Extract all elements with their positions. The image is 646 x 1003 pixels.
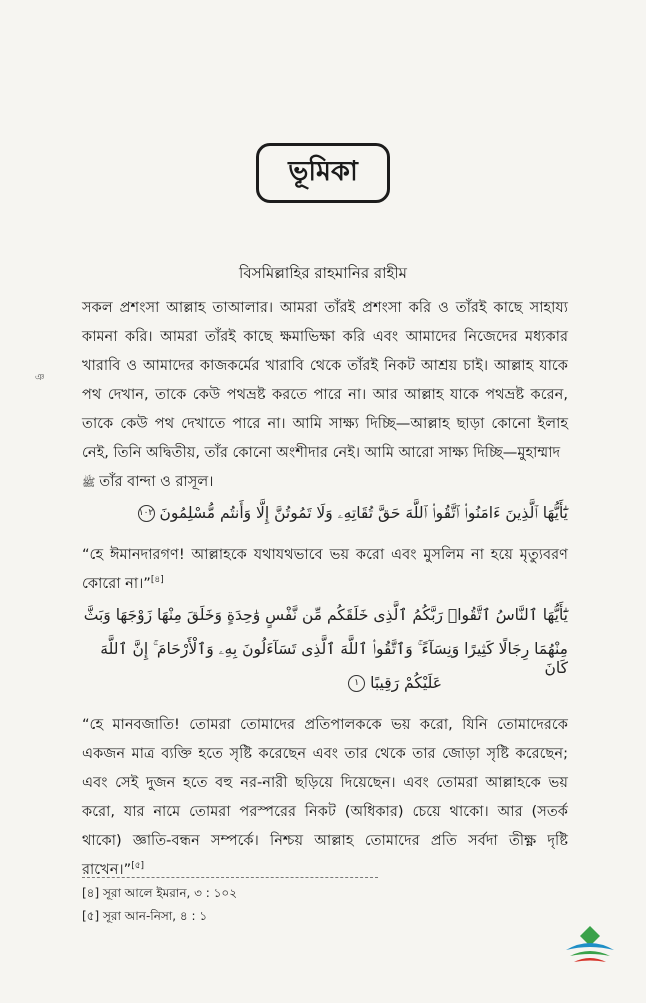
- salutation-icon: ﷺ: [82, 475, 96, 489]
- stray-mark: ঞ: [35, 373, 45, 383]
- chapter-title: ভূমিকা: [256, 143, 390, 203]
- footnote-ref-5: [৫]: [131, 861, 145, 872]
- verse2-ayah-number: ١: [348, 675, 365, 692]
- intro-text: সকল প্রশংসা আল্লাহ তাআলার। আমরা তাঁরই প্রশংসা করি ও তাঁরই কাছে সাহায্য কামনা করি। আমরা তাঁরই কাছে ক্ষমাভিক্ষা করি এবং আমাদের নিজেদের মধ্যকার খারাবি ও আমাদের কাজকর্মের খারাবি থেকে তাঁরই নিকট আশ্রয় চাই। আল্লাহ যাকে পথ দেখান, তাকে কেউ পথভ্রষ্ট করতে পারে না। আর আল্লাহ যাকে পথভ্রষ্ট করেন, তাকে কেউ পথ দেখাতে পারে না। আমি সাক্ষ্য দিচ্ছি—আল্লাহ ছাড়া কোনো ইলাহ নেই, তিনি অদ্বিতীয়, তাঁর কোনো অংশীদার নেই। আমি আরো সাক্ষ্য দিচ্ছি—মুহাম্মাদ: [82, 299, 568, 461]
- publisher-logo-icon: [560, 922, 620, 970]
- verse1-translation: “হে ঈমানদারগণ! আল্লাহকে যথাযথভাবে ভয় করো এবং মুসলিম না হয়ে মৃত্যুবরণ কোরো না।”[৪]: [82, 546, 568, 592]
- verse1-arabic: يَٰٓأَيُّهَا ٱلَّذِينَ ءَامَنُوا۟ ٱتَّقُوا۟ ٱللَّهَ حَقَّ تُقَاتِهِۦ وَلَا تَمُوتُنَّ إِلَّا وَأَنتُم مُّسْلِمُونَ ١٠٢: [138, 504, 568, 522]
- footnote-divider: [82, 877, 378, 878]
- verse1-ayah-number: ١٠٢: [138, 505, 155, 522]
- footnote-ref-4: [৪]: [150, 575, 164, 586]
- verse2-translation: “হে মানবজাতি! তোমরা তোমাদের প্রতিপালককে ভয় করো, যিনি তোমাদেরকে একজন মাত্র ব্যক্তি হতে সৃষ্টি করেছেন এবং তার থেকে তার জোড়া সৃষ্টি করেছেন; এবং সেই দুজন হতে বহু নর-নারী ছড়িয়ে দিয়েছেন। এবং তোমরা আল্লাহকে ভয় করো, যার নামে তোমরা পরস্পরের নিকট (অধিকার) চেয়ে থাকো। আর (সতর্ক থাকো) জ্ঞাতি-বন্ধন সম্পর্কে। নিশ্চয় আল্লাহ তোমাদের প্রতি সর্বদা তীক্ষ্ণ দৃষ্টি রাখেন।”[৫]: [82, 716, 568, 878]
- verse2-arabic-line1: يَٰٓأَيُّهَا ٱلنَّاسُ ٱتَّقُوا۟ رَبَّكُمُ ٱلَّذِى خَلَقَكُم مِّن نَّفْسٍ وَٰحِدَةٍ وَخَلَقَ مِنْهَا زَوْجَهَا وَبَثَّ: [83, 606, 568, 624]
- intro-paragraph: [82, 293, 568, 497]
- footnote-5: [৫] সূরা আন-নিসা, ৪ : ১: [82, 909, 208, 923]
- verse2-arabic-line2: مِنْهُمَا رِجَالًا كَثِيرًا وَنِسَآءً ۚ وَٱتَّقُوا۟ ٱللَّهَ ٱلَّذِى تَسَآءَلُونَ بِهِۦ وَٱلْأَرْحَامَ ۚ إِنَّ ٱللَّهَ كَانَ: [100, 640, 568, 677]
- intro-ending: তাঁর বান্দা ও রাসূল।: [99, 473, 214, 490]
- footnote-4: [৪] সূরা আলে ইমরান, ৩ : ১০২: [82, 886, 238, 900]
- verse2-arabic-line3: عَلَيْكُمْ رَقِيبًا ١: [82, 674, 442, 692]
- bismillah-heading: বিসমিল্লাহির রাহমানির রাহীম: [239, 264, 407, 282]
